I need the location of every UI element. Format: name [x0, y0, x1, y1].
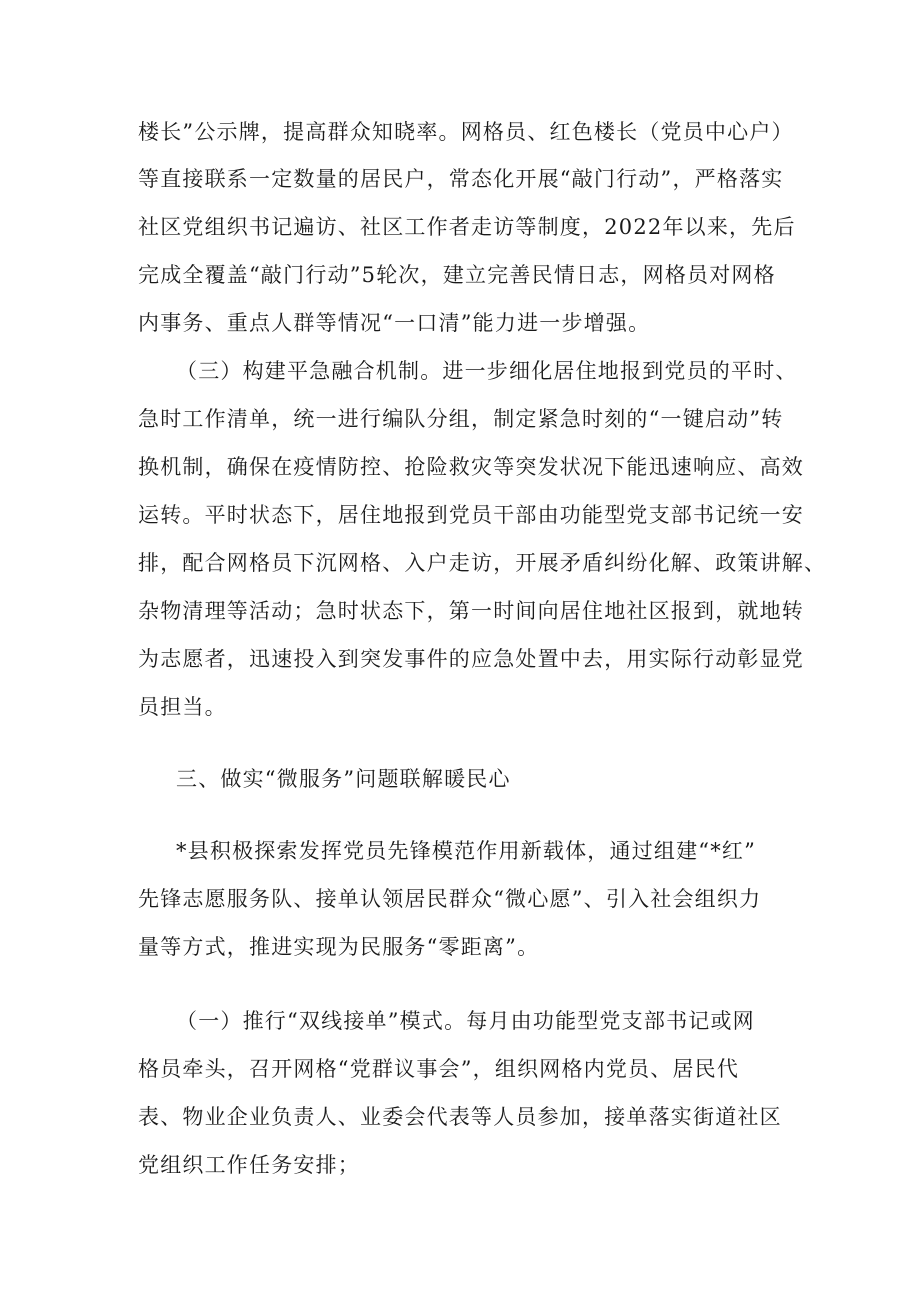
text-line: 楼长”公示牌，提高群众知晓率。网格员、红色楼长（党员中心户） — [138, 120, 794, 144]
text-line: 运转。平时状态下，居住地报到党员干部由功能型党支部书记统一安 — [138, 503, 804, 527]
text-line: 为志愿者，迅速投入到突发事件的应急处置中去，用实际行动彰显党 — [138, 647, 804, 671]
text-line: 社区党组织书记遍访、社区工作者走访等制度，2022年以来，先后 — [138, 215, 796, 239]
text-line: 急时工作清单，统一进行编队分组，制定紧急时刻的“一键启动”转 — [138, 407, 784, 431]
text-line: *县积极探索发挥党员先锋模范作用新载体，通过组建“*红” — [176, 839, 757, 863]
section-heading: 三、做实“微服务”问题联解暖民心 — [176, 767, 511, 791]
text-line: 排，配合网格员下沉网格、入户走访，开展矛盾纠纷化解、政策讲解、 — [138, 551, 827, 575]
text-line: 员担当。 — [138, 695, 227, 719]
text-line: 杂物清理等活动；急时状态下，第一时间向居住地社区报到，就地转 — [138, 599, 804, 623]
text-line: （三）构建平急融合机制。进一步细化居住地报到党员的平时、 — [176, 359, 798, 383]
text-line: 格员牵头，召开网格“党群议事会”，组织网格内党员、居民代 — [138, 1057, 740, 1081]
text-line: （一）推行“双线接单”模式。每月由功能型党支部书记或网 — [176, 1009, 755, 1033]
text-line: 内事务、重点人群等情况“一口清”能力进一步增强。 — [138, 311, 651, 335]
text-line: 量等方式，推进实现为民服务“零距离”。 — [138, 935, 540, 959]
text-line: 换机制，确保在疫情防控、抢险救灾等突发状况下能迅速响应、高效 — [138, 455, 804, 479]
text-line: 表、物业企业负责人、业委会代表等人员参加，接单落实街道社区 — [138, 1105, 782, 1129]
text-line: 完成全覆盖“敲门行动”5轮次，建立完善民情日志，网格员对网格 — [138, 263, 776, 287]
text-line: 等直接联系一定数量的居民户，常态化开展“敲门行动”，严格落实 — [138, 167, 784, 191]
text-line: 党组织工作任务安排； — [138, 1153, 360, 1177]
text-line: 先锋志愿服务队、接单认领居民群众“微心愿”、引入社会组织力 — [138, 887, 762, 911]
